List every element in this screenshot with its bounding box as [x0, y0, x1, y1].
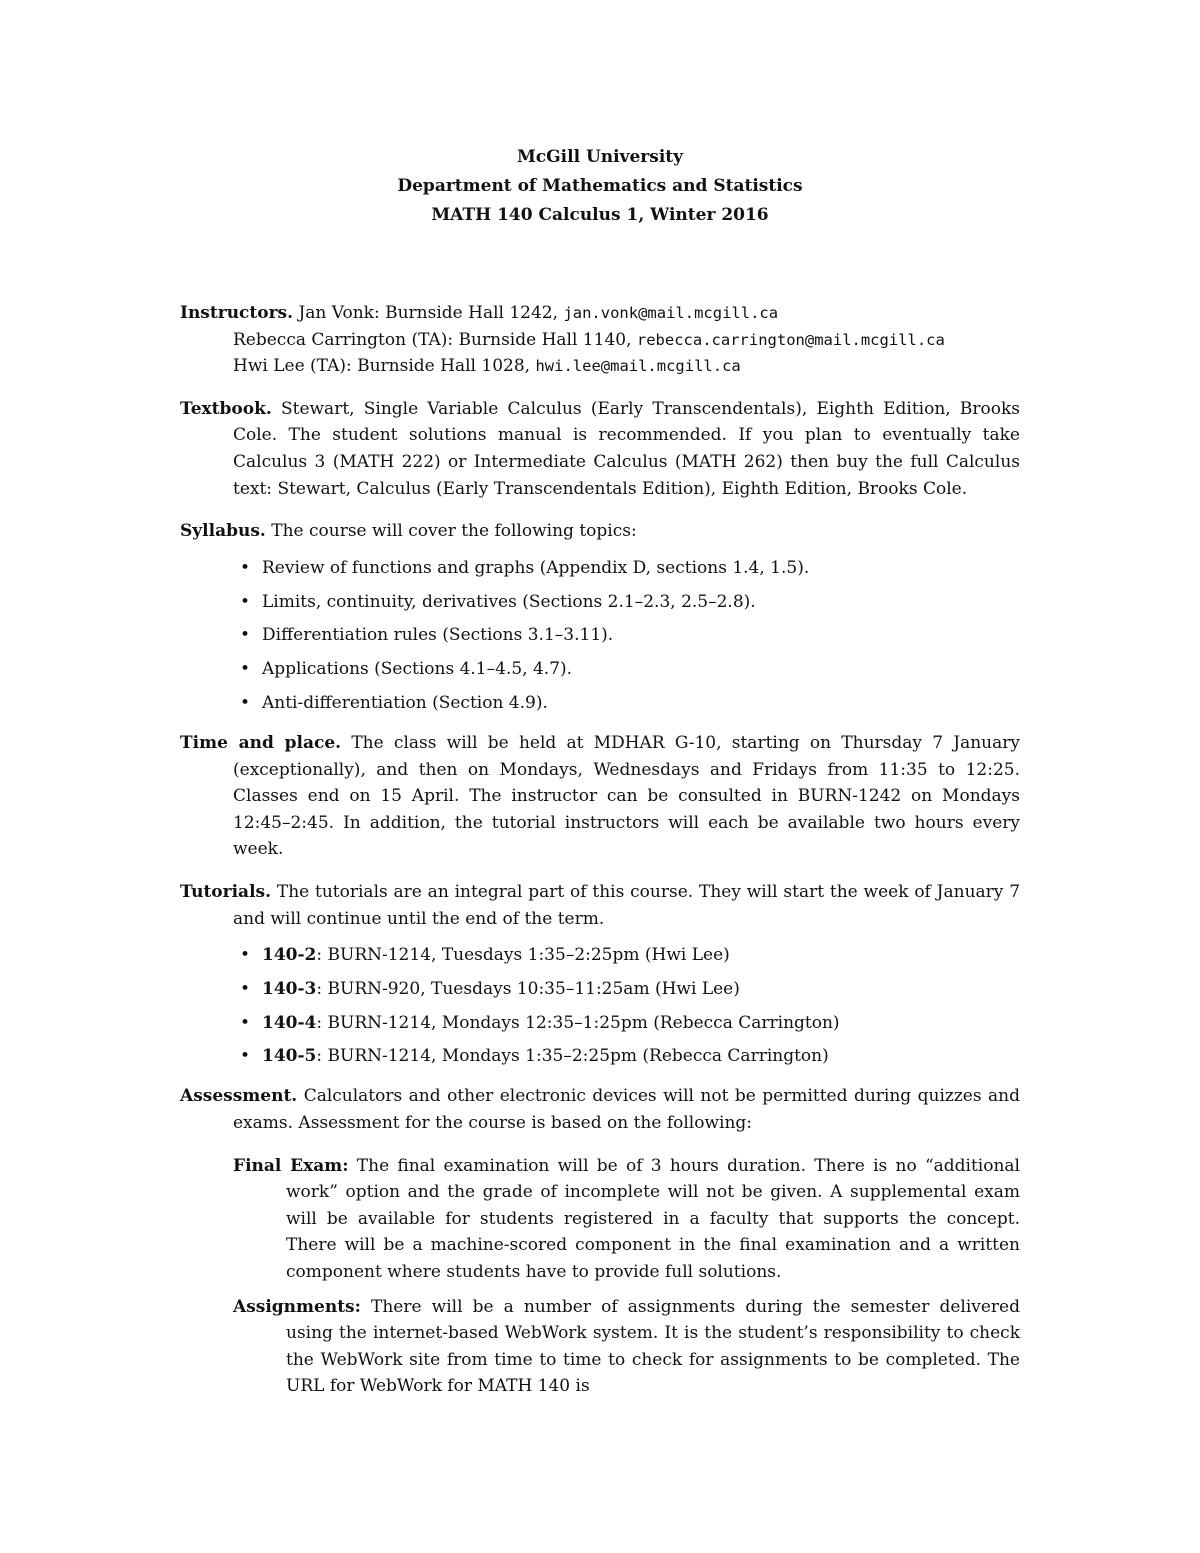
syllabus-section [180, 518, 1020, 716]
textbook-label: Textbook. [180, 398, 272, 419]
list-item [262, 976, 1020, 1002]
tutorials-section [180, 879, 1020, 1070]
time-place-text: The class will be held at MDHAR G-10, starting on Thursday 7 January (exceptionally), and then on Mondays, Wednesdays and Fridays from 11:35 to 12:25. Classes end on 15 April. The instructor can be consulted in BURN-1242 on Mondays 12:45–2:45. In addition, the tutorial instructors will each be available two hours every week. [233, 732, 1020, 860]
list-item: • Anti-differentiation (Section 4.9). [262, 690, 1020, 716]
tutorial-detail: : BURN-1214, Mondays 1:35–2:25pm (Rebecca Carrington) [316, 1046, 829, 1067]
list-item: • Differentiation rules (Sections 3.1–3.11). [262, 622, 1020, 648]
university-name: McGill University [516, 147, 684, 167]
time-place-label: Time and place. [180, 732, 342, 753]
assessment-components [180, 1153, 1020, 1400]
ta-email[interactable]: hwi.lee@mail.mcgill.ca [535, 357, 741, 376]
tutorial-code: 140-5 [262, 1046, 317, 1067]
list-item: • Limits, continuity, derivatives (Sections 2.1–2.3, 2.5–2.8). [262, 589, 1020, 615]
textbook-section [180, 396, 1020, 502]
list-item [262, 1043, 1020, 1069]
syllabus-intro: The course will cover the following topics: [271, 521, 637, 542]
ta-row [180, 353, 1020, 380]
list-item [262, 1010, 1020, 1036]
final-exam-item [233, 1153, 1020, 1286]
tutorial-code: 140-4 [262, 1012, 317, 1033]
course-title: MATH 140 Calculus 1, Winter 2016 [431, 205, 769, 225]
ta-email[interactable]: rebecca.carrington@mail.mcgill.ca [636, 330, 945, 349]
syllabus-label: Syllabus. [180, 521, 266, 542]
final-exam-label: Final Exam: [233, 1155, 349, 1176]
tutorial-detail: : BURN-1214, Tuesdays 1:35–2:25pm (Hwi Lee) [316, 945, 730, 966]
ta-row [180, 327, 1020, 354]
syllabus-topic-list [180, 555, 1020, 716]
ta-text: Rebecca Carrington (TA): Burnside Hall 1140, [233, 329, 637, 350]
instructor-email[interactable]: jan.vonk@mail.mcgill.ca [563, 304, 779, 322]
ta-text: Hwi Lee (TA): Burnside Hall 1028, [233, 356, 536, 377]
assignments-text: There will be a number of assignments during the semester delivered using the internet-based WebWork system. It is the student’s responsibility to check the WebWork site from time to time to check for assignments to be completed. The URL for WebWork for MATH 140 is [286, 1296, 1020, 1397]
assessment-label: Assessment. [180, 1086, 298, 1107]
instructors-label: Instructors. [180, 303, 294, 323]
list-item: • Review of functions and graphs (Appendix D, sections 1.4, 1.5). [262, 555, 1020, 581]
instructor-row [180, 300, 1020, 327]
tutorials-label: Tutorials. [180, 881, 272, 902]
instructor-text: Jan Vonk: Burnside Hall 1242, [298, 303, 564, 323]
time-place-section [180, 730, 1020, 863]
instructors-section [180, 300, 1020, 380]
assessment-text: Calculators and other electronic devices will not be permitted during quizzes and exams. Assessment for the course is based on the following: [233, 1086, 1021, 1134]
tutorial-code: 140-2 [262, 945, 317, 966]
tutorial-list [180, 942, 1020, 1069]
assignments-label: Assignments: [233, 1296, 361, 1317]
assessment-section [180, 1083, 1020, 1400]
textbook-text: Stewart, Single Variable Calculus (Early Transcendentals), Eighth Edition, Brooks Cole. The student solutions manual is recommended. If you plan to eventually take Calculus 3 (MATH 222) or Intermediate Calculus (MATH 262) then buy the full Calculus text: Stewart, Calculus (Early Transcendentals Edition), Eighth Edition, Brooks Cole. [233, 398, 1020, 499]
list-item [262, 942, 1020, 968]
tutorial-detail: : BURN-1214, Mondays 12:35–1:25pm (Rebecca Carrington) [316, 1012, 840, 1033]
document-body [180, 300, 1020, 1416]
tutorial-detail: : BURN-920, Tuesdays 10:35–11:25am (Hwi Lee) [316, 978, 740, 999]
final-exam-text: The final examination will be of 3 hours duration. There is no “additional work” option and the grade of incomplete will not be given. A supplemental exam will be available for students registered in a faculty that supports the concept. There will be a machine-scored component in the final examination and a written component where students have to provide full solutions. [286, 1155, 1020, 1283]
department-name: Department of Mathematics and Statistics [397, 176, 803, 196]
tutorials-text: The tutorials are an integral part of this course. They will start the week of January 7 and will continue until the end of the term. [233, 881, 1021, 929]
document-header [0, 143, 1200, 230]
assignments-item [233, 1294, 1020, 1400]
tutorial-code: 140-3 [262, 978, 317, 999]
list-item: • Applications (Sections 4.1–4.5, 4.7). [262, 656, 1020, 682]
